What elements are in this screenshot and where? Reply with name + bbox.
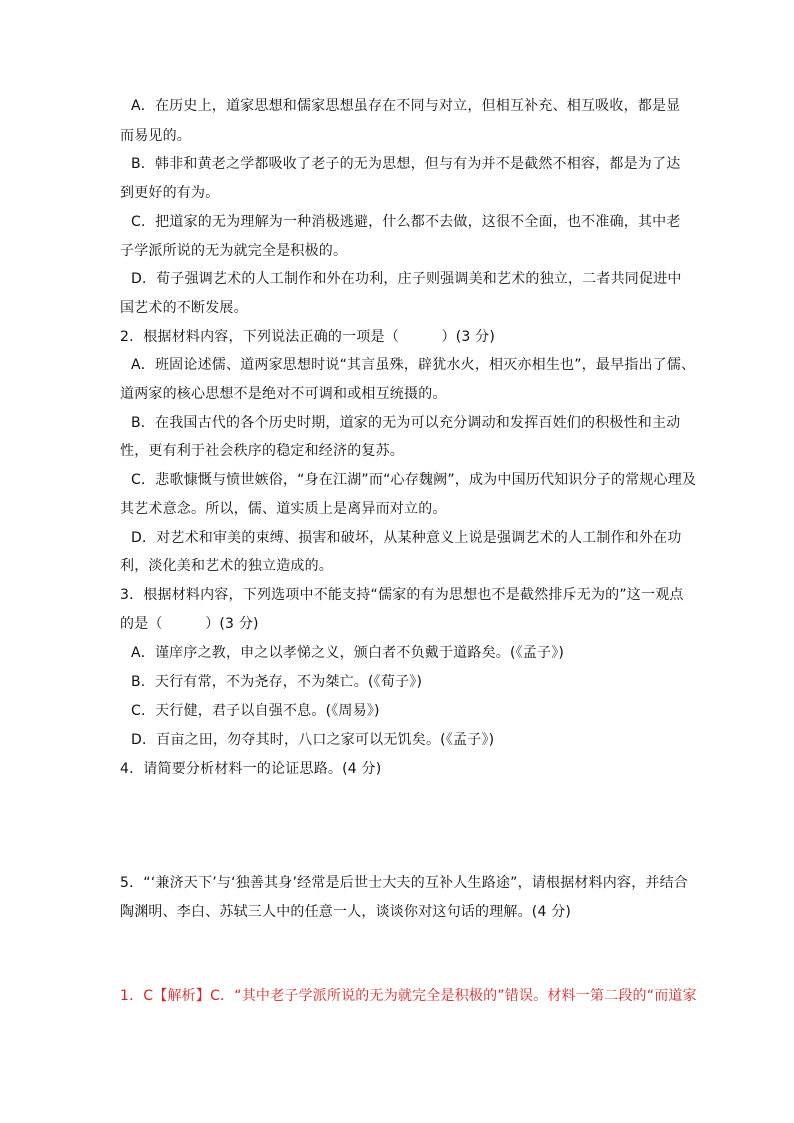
q1-option-b-line2: 到更好的有为。	[120, 185, 220, 201]
q3-option-d: D．百亩之田，勿夺其时，八口之家可以无饥矣。(《孟子》)	[131, 732, 495, 748]
answer-line: 1．C【解析】C．“其中老子学派所说的无为就完全是积极的”错误。材料一第二段的“而道家	[120, 988, 697, 1004]
q2-option-a-line2: 道两家的核心思想不是绝对不可调和或相互统摄的。	[120, 386, 447, 402]
q2-option-c-line2: 其艺术意念。所以，儒、道实质上是离异而对立的。	[120, 501, 447, 517]
q1-option-c-line1: C．把道家的无为理解为一种消极逃避，什么都不去做，这很不全面，也不准确，其中老	[131, 214, 681, 230]
q3-option-a: A．谨庠序之教，申之以孝悌之义，颁白者不负戴于道路矣。(《孟子》)	[131, 645, 565, 661]
q2-option-a-line1: A．班固论述儒、道两家思想时说“其言虽殊，辟犹水火，相灭亦相生也”，最早指出了儒、	[131, 357, 696, 373]
q5-stem-line1: 5．“‘兼济天下’与‘独善其身’经常是后世士大夫的互补人生路途”，请根据材料内容，并结合	[120, 875, 689, 891]
q3-option-c: C．天行健，君子以自强不息。(《周易》)	[131, 703, 380, 719]
q1-option-a-line2: 而易见的。	[120, 128, 191, 144]
q5-stem-line2: 陶渊明、李白、苏轼三人中的任意一人，谈谈你对这句话的理解。(4 分)	[120, 904, 572, 920]
q2-option-c-line1: C．悲歌慷慨与愤世嫉俗，“身在江湖”而“心存魏阙”，成为中国历代知识分子的常规心理及	[131, 472, 697, 488]
q1-option-c-line2: 子学派所说的无为就完全是积极的。	[120, 243, 348, 259]
q1-option-b-line1: B．韩非和黄老之学都吸收了老子的无为思想，但与有为并不是截然不相容，都是为了达	[131, 156, 681, 172]
q4-stem: 4．请简要分析材料一的论证思路。(4 分)	[120, 761, 382, 777]
q1-option-d-line1: D．荀子强调艺术的人工制作和外在功利，庄子则强调美和艺术的独立，二者共同促进中	[131, 271, 682, 287]
q2-option-d-line2: 利，淡化美和艺术的独立造成的。	[120, 558, 333, 574]
q1-option-a-line1: A．在历史上，道家思想和儒家思想虽存在不同与对立，但相互补充、相互吸收，都是显	[131, 98, 681, 114]
q2-stem: 2．根据材料内容，下列说法正确的一项是（ ）(3 分)	[120, 329, 495, 345]
q2-option-b-line1: B．在我国古代的各个历史时期，道家的无为可以充分调动和发挥百姓们的积极性和主动	[131, 415, 681, 431]
q2-option-d-line1: D．对艺术和审美的束缚、损害和破坏，从某种意义上说是强调艺术的人工制作和外在功	[131, 530, 682, 546]
q3-stem-line2: 的是（ ）(3 分)	[120, 616, 259, 632]
q1-option-d-line2: 国艺术的不断发展。	[120, 300, 248, 316]
q2-option-b-line2: 性，更有利于社会秩序的稳定和经济的复苏。	[120, 443, 404, 459]
q3-stem-line1: 3．根据材料内容，下列选项中不能支持“儒家的有为思想也不是截然排斥无为的”这一观点	[120, 587, 684, 603]
q3-option-b: B．天行有常，不为尧存，不为桀亡。(《荀子》)	[131, 674, 423, 690]
